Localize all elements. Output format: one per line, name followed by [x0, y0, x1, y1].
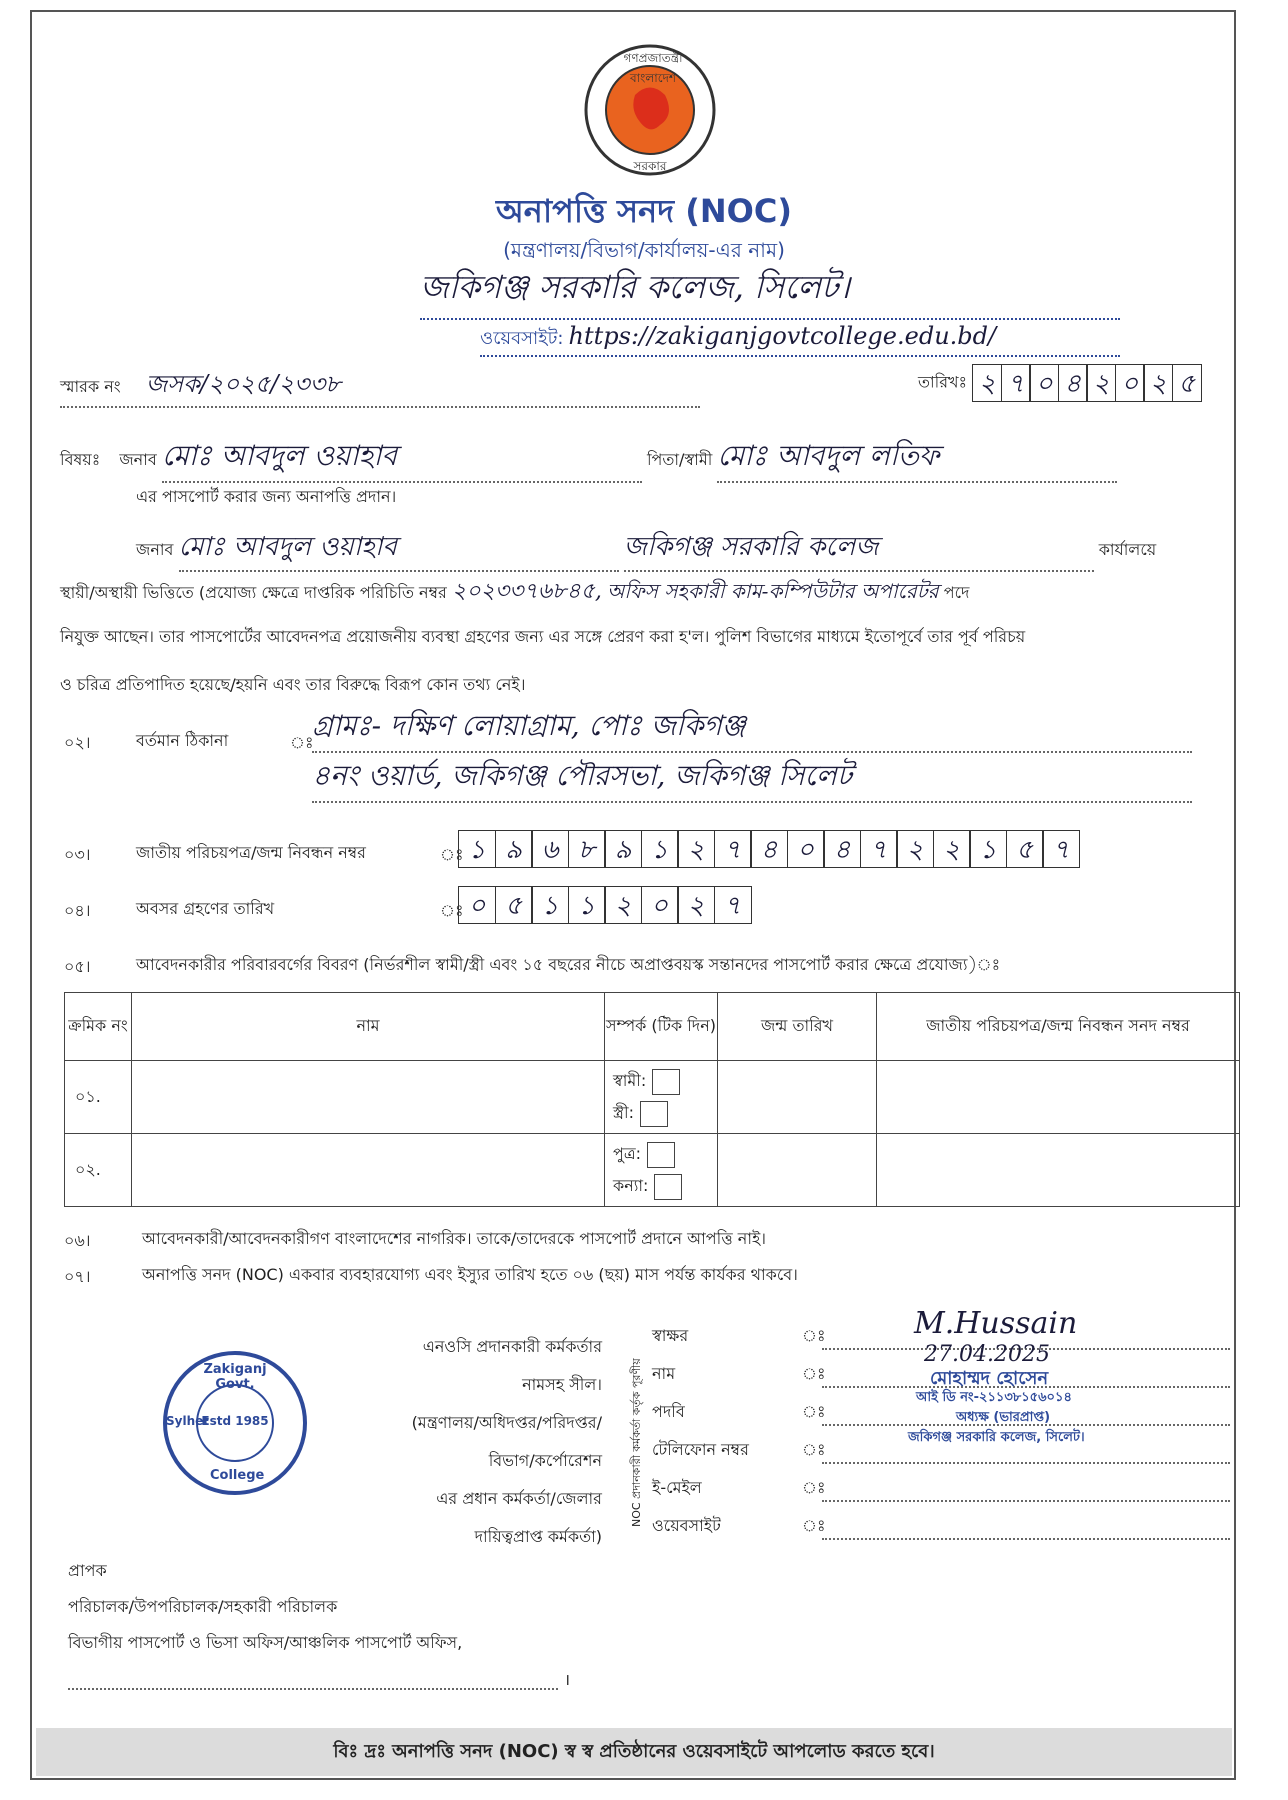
date-digit-box: ০ [1029, 364, 1059, 402]
row1-serial: ০১. [65, 1061, 132, 1134]
body-office-suffix: কার্যালয়ে [1098, 540, 1157, 559]
signature: M.Hussain [914, 1306, 1078, 1341]
nid-digit-box: ৭ [1042, 830, 1080, 868]
father-label: পিতা/স্বামী [646, 450, 713, 469]
issuer-field-label: স্বাক্ষর [652, 1326, 689, 1345]
body-mr-label: জনাব [136, 540, 174, 559]
nid-digit-box: ২ [677, 830, 715, 868]
rel-wife-label: স্ত্রী: [613, 1103, 634, 1122]
issuer-field-label: নাম [652, 1364, 676, 1383]
nid-digit-box: ৮ [568, 830, 606, 868]
header-name: নাম [132, 993, 605, 1061]
item07-num: ০৭। [64, 1267, 91, 1286]
issuer-description-line: এনওসি প্রদানকারী কর্মকর্তার [422, 1337, 602, 1356]
item03-num: ০৩। [64, 845, 91, 864]
rel-daughter-label: কন্যা: [613, 1176, 649, 1195]
issuer-field-label: ওয়েবসাইট [652, 1516, 721, 1535]
issuer-description-line: বিভাগ/কর্পোরেশন [488, 1451, 602, 1470]
page-subtitle: (মন্ত্রণালয়/বিভাগ/কার্যালয়-এর নাম) [503, 238, 785, 262]
date-label: তারিখঃ [918, 372, 968, 392]
issuer-field-colon: ঃ [802, 1440, 826, 1459]
header-dob: জন্ম তারিখ [718, 993, 877, 1061]
retirement-digit-boxes [458, 886, 750, 924]
nid-digit-box: ২ [896, 830, 934, 868]
date-digit-box: ৪ [1058, 364, 1088, 402]
subject-name: মোঃ আবদুল ওয়াহাব [162, 434, 642, 483]
body-line4: ও চরিত্র প্রতিপাদিত হয়েছে/হয়নি এবং তার বিরুদ্ধে বিরূপ কোন তথ্য নেই। [60, 675, 526, 694]
wife-checkbox[interactable] [640, 1101, 668, 1127]
husband-checkbox[interactable] [652, 1069, 680, 1095]
subject-mr-label: জনাব [119, 450, 157, 469]
issuer-field-colon: ঃ [802, 1478, 826, 1497]
body-office: জকিগঞ্জ সরকারি কলেজ [624, 526, 1094, 572]
issuer-field-label: ই-মেইল [652, 1478, 702, 1497]
date-digit-box: ৭ [1001, 364, 1031, 402]
website-value: https://zakiganjgovtcollege.edu.bd/ [568, 322, 997, 350]
row1-relation [605, 1061, 718, 1134]
nid-digit-box: ৬ [531, 830, 569, 868]
nid-digit-box: ৭ [860, 830, 898, 868]
nid-digit-box: ৫ [1006, 830, 1044, 868]
item06-text: আবেদনকারী/আবেদনকারীগণ বাংলাদেশের নাগরিক। তাকে/তাদেরকে পাসপোর্ট প্রদানে আপত্তি নাই। [142, 1229, 767, 1248]
nid-digit-box: ২ [933, 830, 971, 868]
retirement-digit-box: ১ [531, 886, 569, 924]
footer-note [36, 1728, 1232, 1776]
rel-son-label: পুত্র: [613, 1144, 642, 1163]
issuer-field-colon: ঃ [802, 1516, 826, 1535]
issuer-field-row [652, 1502, 1240, 1540]
subject-line2: এর পাসপোর্ট করার জন্য অনাপত্তি প্রদান। [136, 487, 397, 506]
date-digit-box: ২ [1143, 364, 1173, 402]
seal-post: অধ্যক্ষ (ভারপ্রাপ্ত) [956, 1410, 1051, 1425]
memo-date [918, 364, 1200, 402]
issuer-description-line: এর প্রধান কর্মকর্তা/জেলার [436, 1489, 602, 1508]
seal-name: মোহাম্মদ হোসেন [930, 1368, 1049, 1389]
rel-husband-label: স্বামী: [613, 1071, 647, 1090]
emblem-bottom-text: সরকার [633, 159, 667, 173]
footer-note-text: বিঃ দ্রঃ অনাপত্তি সনদ (NOC) স্ব স্ব প্রতিষ্ঠানের ওয়েবসাইটে আপলোড করতে হবে। [333, 1741, 935, 1762]
nid-digit-box: ৯ [495, 830, 533, 868]
family-table [64, 992, 1240, 1207]
header-relation: সম্পর্ক (টিক দিন) [605, 993, 718, 1061]
subject-label: বিষয়ঃ [60, 450, 101, 469]
seal-left-text: Sylhet [166, 1414, 209, 1428]
nid-digit-box: ০ [787, 830, 825, 868]
retirement-digit-box: ৭ [714, 886, 752, 924]
recipient-line3 [68, 1666, 558, 1690]
retirement-digit-box: ২ [677, 886, 715, 924]
nid-digit-box: ৭ [714, 830, 752, 868]
daughter-checkbox[interactable] [654, 1174, 682, 1200]
seal-bottom-text: College [210, 1468, 265, 1483]
retirement-digit-box: ০ [458, 886, 496, 924]
item03-label: জাতীয় পরিচয়পত্র/জন্ম নিবন্ধন নম্বর [136, 843, 366, 862]
retirement-digit-box: ০ [641, 886, 679, 924]
row2-nid[interactable] [877, 1134, 1240, 1207]
subject-row [60, 434, 1230, 483]
body-line2-suffix: পদে [943, 583, 970, 602]
college-seal [160, 1348, 310, 1498]
vertical-noc-label: NOC প্রদানকারী কর্মকর্তা কর্তৃক পূরণীয় [630, 1358, 643, 1527]
recipient-line3-end: । [564, 1670, 571, 1689]
body-id-number: ২০২৩৩৭৬৮৪৫, [451, 579, 602, 604]
memo-label: স্মারক নং [60, 377, 121, 396]
government-emblem [580, 40, 720, 180]
date-digit-boxes [972, 364, 1200, 402]
office-name: জকিগঞ্জ সরকারি কলেজ, সিলেট। [420, 262, 1120, 320]
body-line3: নিযুক্ত আছেন। তার পাসপোর্টের আবেদনপত্র প্রয়োজনীয় ব্যবস্থা গ্রহণের জন্য এর সঙ্গে প্রেরণ করা হ'ল। পুলিশ বিভাগের মাধ্যমে ইতোপূর্বে তার পূর্ব পরিচয় [60, 627, 1026, 646]
nid-digit-box: ৪ [750, 830, 788, 868]
recipient-label: প্রাপক [68, 1561, 107, 1580]
nid-digit-box: ১ [641, 830, 679, 868]
son-checkbox[interactable] [647, 1142, 675, 1168]
issuer-field-label: পদবি [652, 1402, 685, 1421]
item03-colon: ঃ [440, 845, 464, 864]
item06-num: ০৬। [64, 1231, 91, 1250]
header-nid: জাতীয় পরিচয়পত্র/জন্ম নিবন্ধন সনদ নম্বর [877, 993, 1240, 1061]
issuer-field-line[interactable] [822, 1520, 1230, 1540]
table-row [65, 1061, 1240, 1134]
item04-colon: ঃ [440, 901, 464, 920]
issuer-field-colon: ঃ [802, 1402, 826, 1421]
item02-label: বর্তমান ঠিকানা [136, 731, 229, 750]
item02-colon: ঃ [290, 733, 314, 752]
address-line2: ৪নং ওয়ার্ড, জকিগঞ্জ পৌরসভা, জকিগঞ্জ সিলেট [312, 754, 1192, 803]
item04-num: ০৪। [64, 901, 91, 920]
recipient-line2: বিভাগীয় পাসপোর্ট ও ভিসা অফিস/আঞ্চলিক পাসপোর্ট অফিস, [68, 1633, 463, 1652]
body-line1 [136, 526, 1236, 572]
seal-id: আই ডি নং-২১১৩৮১৫৬০১৪ [916, 1390, 1072, 1405]
page-title: অনাপত্তি সনদ (NOC) [496, 192, 792, 230]
item04-label: অবসর গ্রহণের তারিখ [136, 899, 275, 918]
header-serial: ক্রমিক নং [65, 993, 132, 1061]
nid-digit-box: ১ [458, 830, 496, 868]
body-designation: অফিস সহকারী কাম-কম্পিউটার অপারেটর [606, 579, 939, 603]
issuer-description-line: নামসহ সীল। [522, 1375, 602, 1394]
item05-text: আবেদনকারীর পরিবারবর্গের বিবরণ (নির্ভরশীল স্বামী/স্ত্রী এবং ১৫ বছরের নীচে অপ্রাপ্তবয়স্ক সন্তানদের পাসপোর্ট করার ক্ষেত্রে প্রযোজ্য)ঃ [136, 955, 1001, 974]
nid-digit-box: ৯ [604, 830, 642, 868]
date-digit-box: ২ [972, 364, 1002, 402]
nid-digit-box: ১ [969, 830, 1007, 868]
issuer-field-line[interactable] [822, 1482, 1230, 1502]
father-name: মোঃ আবদুল লতিফ [717, 434, 1117, 483]
address-line1: গ্রামঃ- দক্ষিণ লোয়াগ্রাম, পোঃ জকিগঞ্জ [312, 704, 1192, 753]
row1-dob[interactable] [718, 1061, 877, 1134]
seal-top-text: Zakiganj Govt. [203, 1362, 267, 1392]
memo-row [60, 366, 700, 408]
retirement-digit-box: ৫ [495, 886, 533, 924]
website-row [480, 322, 1120, 357]
date-digit-box: ২ [1086, 364, 1116, 402]
issuer-description-line: (মন্ত্রণালয়/অধিদপ্তর/পরিদপ্তর/ [411, 1413, 602, 1432]
nid-digit-boxes [458, 830, 1079, 868]
row2-relation [605, 1134, 718, 1207]
retirement-digit-box: ২ [604, 886, 642, 924]
nid-digit-box: ৪ [823, 830, 861, 868]
item05-num: ০৫। [64, 957, 91, 976]
issuer-description [340, 1328, 602, 1556]
date-digit-box: ৫ [1172, 364, 1202, 402]
item02-num: ০২। [64, 733, 91, 752]
issuer-field-colon: ঃ [802, 1364, 826, 1383]
row1-name[interactable] [132, 1061, 605, 1134]
body-name: মোঃ আবদুল ওয়াহাব [179, 526, 619, 572]
memo-value: জসক/২০২৫/২৩৩৮ [145, 370, 341, 398]
issuer-field-colon: ঃ [802, 1326, 826, 1345]
table-row [65, 1134, 1240, 1207]
issuer-field-row [652, 1464, 1240, 1502]
issuer-field-label: টেলিফোন নম্বর [652, 1440, 749, 1459]
signature-date: 27.04.2025 [924, 1342, 1050, 1367]
seal-middle-text: Estd 1985 [201, 1414, 269, 1428]
body-line2 [60, 574, 1240, 611]
row1-nid[interactable] [877, 1061, 1240, 1134]
body-line2-prefix: স্থায়ী/অস্থায়ী ভিত্তিতে (প্রযোজ্য ক্ষেত্রে দাপ্তরিক পরিচিতি নম্বর [60, 583, 447, 602]
row2-dob[interactable] [718, 1134, 877, 1207]
issuer-description-line: দায়িত্বপ্রাপ্ত কর্মকর্তা) [474, 1527, 602, 1546]
row2-name[interactable] [132, 1134, 605, 1207]
row2-serial: ০২. [65, 1134, 132, 1207]
date-digit-box: ০ [1115, 364, 1145, 402]
item07-text: অনাপত্তি সনদ (NOC) একবার ব্যবহারযোগ্য এবং ইস্যুর তারিখ হতে ০৬ (ছয়) মাস পর্যন্ত কার্যকর থাকবে। [142, 1265, 798, 1284]
retirement-digit-box: ১ [568, 886, 606, 924]
website-label: ওয়েবসাইট: [480, 328, 564, 349]
seal-org: জকিগঞ্জ সরকারি কলেজ, সিলেট। [908, 1430, 1085, 1445]
recipient-line1: পরিচালক/উপপরিচালক/সহকারী পরিচালক [68, 1597, 338, 1616]
emblem-top-text: গণপ্রজাতন্ত্রী বাংলাদেশ [623, 51, 683, 85]
